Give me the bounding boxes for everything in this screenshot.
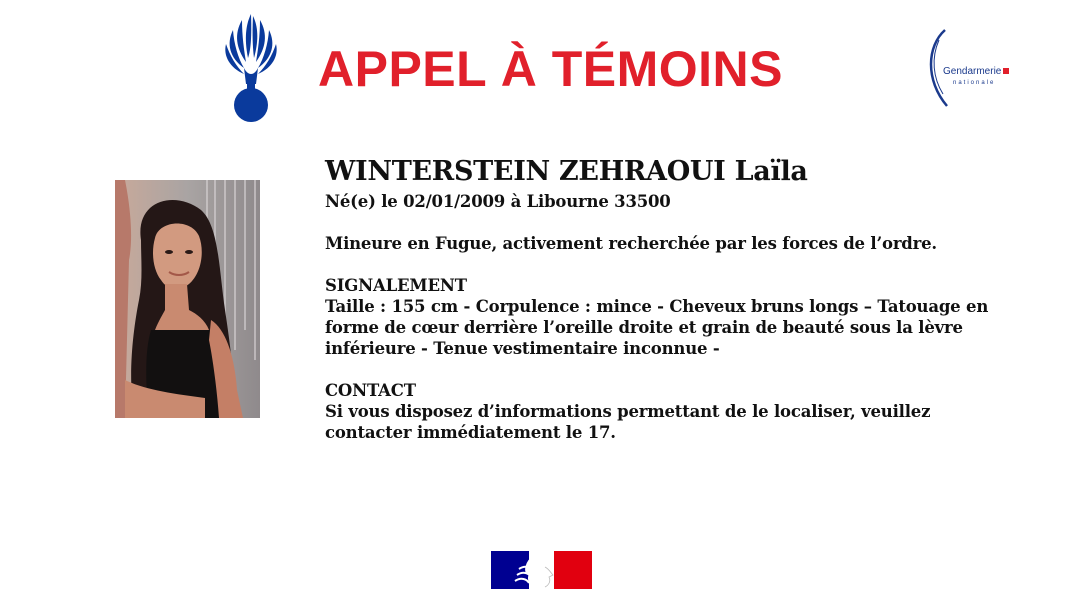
grenade-emblem-icon (222, 12, 280, 126)
contact-line: Si vous disposez d’informations permettant de le localiser, veuillez (325, 402, 931, 421)
gendarmerie-logo-line2: nationale (953, 80, 996, 86)
birth-info: Né(e) le 02/01/2009 à Libourne 33500 (325, 192, 671, 211)
contact-heading: CONTACT (325, 381, 416, 400)
description-line: forme de cœur derrière l’oreille droite et grain de beauté sous la lèvre (325, 318, 963, 337)
notice-content (325, 152, 1025, 443)
gendarmerie-logo (925, 28, 1025, 110)
contact-line: contacter immédiatement le 17. (325, 423, 616, 442)
marianne-flag-icon (491, 551, 592, 589)
gendarmerie-logo-line1: Gendarmerie (943, 66, 1009, 77)
description-heading: SIGNALEMENT (325, 276, 467, 295)
description-line: Taille : 155 cm - Corpulence : mince - Cheveux bruns longs – Tatouage en (325, 297, 989, 316)
status-text: Mineure en Fugue, activement recherchée par les forces de l’ordre. (325, 234, 937, 253)
portrait-photo (115, 180, 260, 418)
description-line: inférieure - Tenue vestimentaire inconnue - (325, 339, 720, 358)
person-name: WINTERSTEIN ZEHRAOUI Laïla (325, 156, 808, 187)
page-title: APPEL À TÉMOINS (318, 41, 783, 97)
